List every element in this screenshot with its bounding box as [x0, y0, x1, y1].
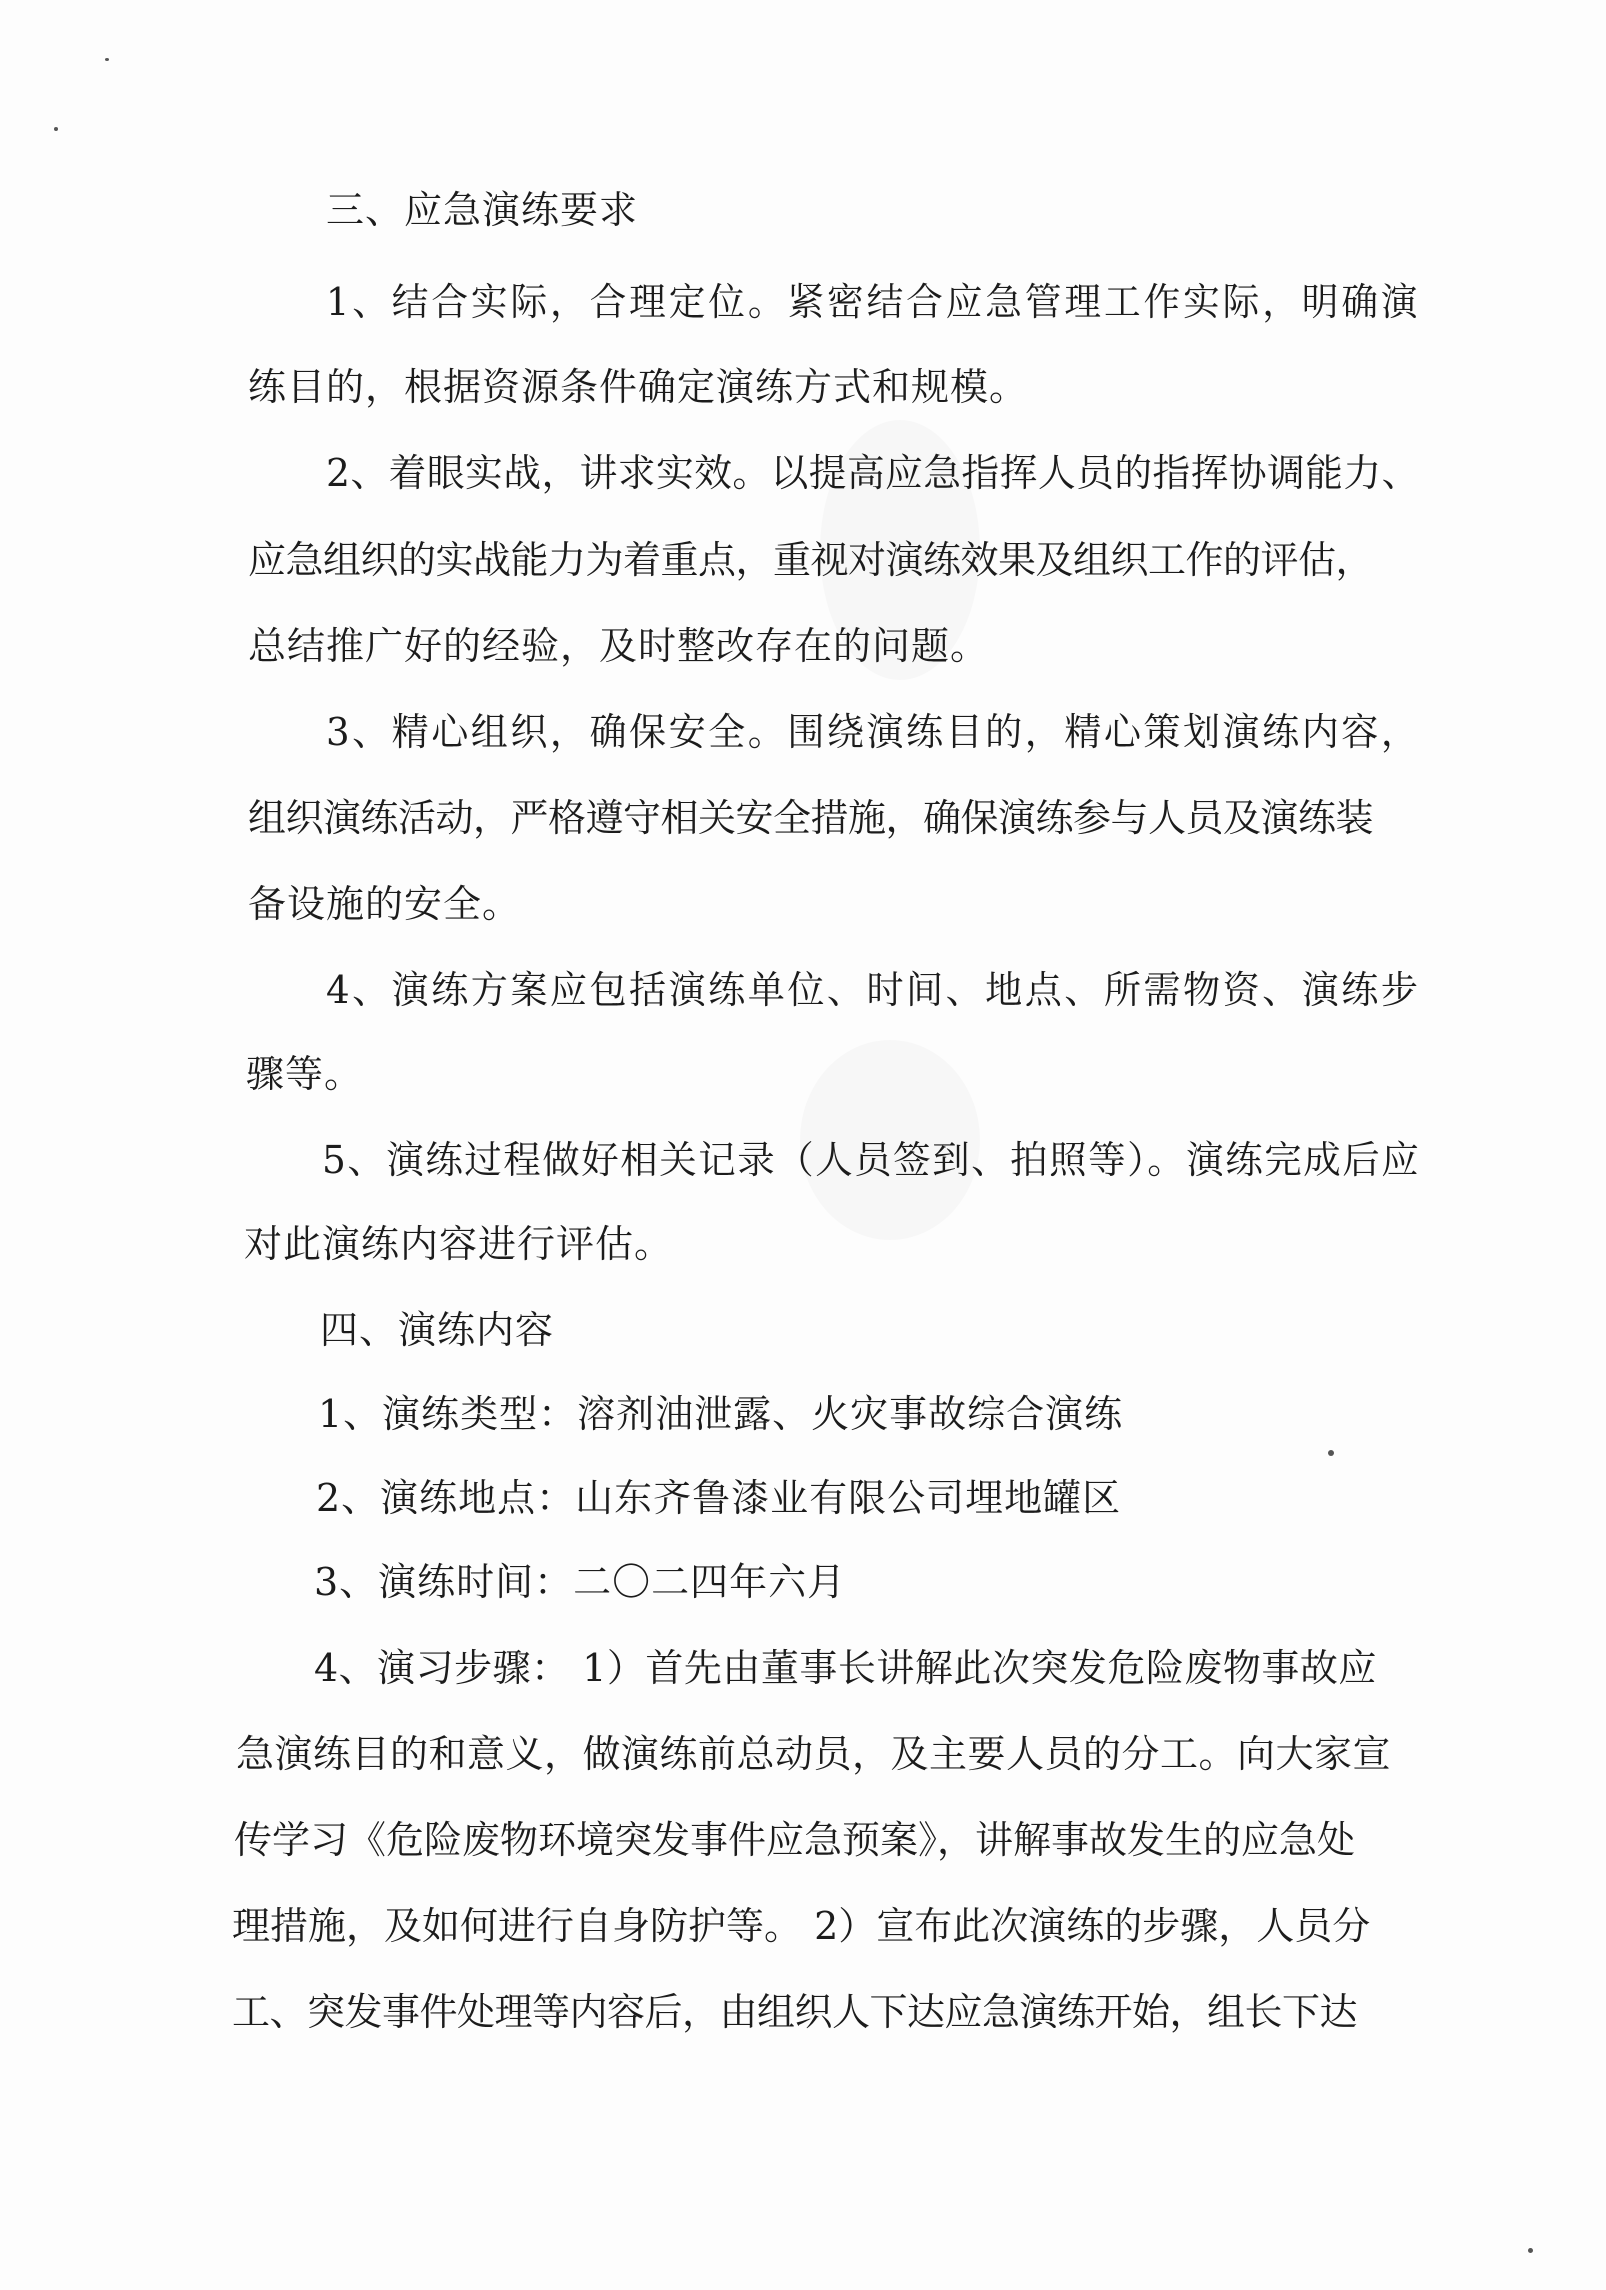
text-line: 4、演习步骤： 1）首先由董事长讲解此次突发危险废物事故应 [314, 1646, 1377, 1690]
text-line: 1、结合实际，合理定位。紧密结合应急管理工作实际，明确演 [326, 280, 1421, 324]
text-line: 练目的，根据资源条件确定演练方式和规模。 [248, 365, 1029, 409]
text-line: 组织演练活动，严格遵守相关安全措施，确保演练参与人员及演练装 [248, 796, 1374, 840]
text-line: 1、演练类型：溶剂油泄露、火灾事故综合演练 [318, 1392, 1124, 1436]
scan-speck [54, 127, 58, 131]
scan-speck [105, 58, 109, 61]
text-line: 4、演练方案应包括演练单位、时间、地点、所需物资、演练步 [326, 968, 1421, 1012]
text-line: 对此演练内容进行评估。 [244, 1222, 674, 1266]
scan-speck [1328, 1450, 1334, 1456]
section-heading: 三、应急演练要求 [326, 188, 639, 232]
text-line: 2、着眼实战，讲求实效。以提高应急指挥人员的指挥协调能力、 [326, 451, 1420, 495]
text-line: 总结推广好的经验，及时整改存在的问题。 [248, 624, 990, 668]
text-line: 应急组织的实战能力为着重点，重视对演练效果及组织工作的评估， [248, 538, 1374, 582]
section-heading: 四、演练内容 [320, 1308, 555, 1352]
text-line: 传学习《危险废物环境突发事件应急预案》，讲解事故发生的应急处 [234, 1818, 1356, 1862]
text-line: 3、演练时间：二〇二四年六月 [314, 1560, 847, 1604]
text-line: 急演练目的和意义，做演练前总动员，及主要人员的分工。向大家宣 [236, 1732, 1392, 1776]
text-line: 2、演练地点：山东齐鲁漆业有限公司埋地罐区 [316, 1476, 1122, 1520]
text-line: 备设施的安全。 [248, 882, 522, 926]
text-line: 5、演练过程做好相关记录（人员签到、拍照等）。演练完成后应 [322, 1138, 1421, 1182]
text-line: 理措施，及如何进行自身防护等。 2）宣布此次演练的步骤，人员分 [232, 1904, 1371, 1948]
scan-speck [1528, 2248, 1533, 2253]
text-line: 骤等。 [246, 1052, 364, 1096]
text-line: 3、精心组织，确保安全。围绕演练目的，精心策划演练内容， [326, 710, 1421, 754]
text-line: 工、突发事件处理等内容后，由组织人下达应急演练开始，组长下达 [232, 1990, 1358, 2034]
